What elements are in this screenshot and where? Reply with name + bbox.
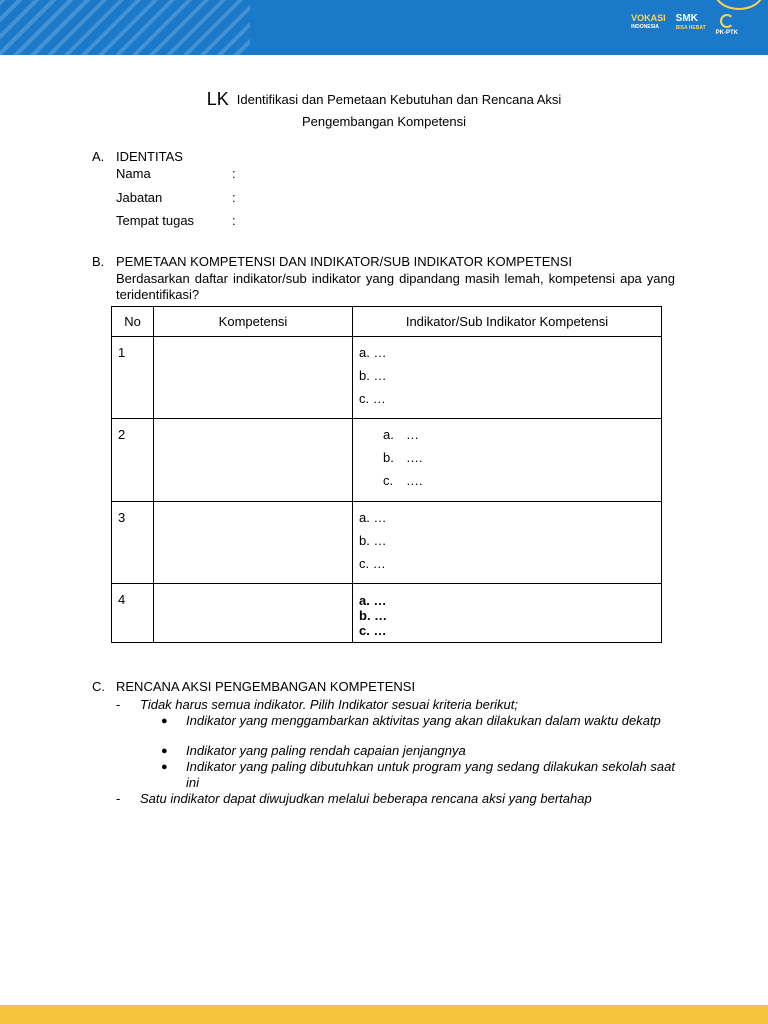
indicator-item: a. … [359,345,387,360]
pk-ptk-logo: PK-PTK [716,14,738,36]
header-indikator: Indikator/Sub Indikator Kompetensi [353,307,662,337]
table-row [112,584,662,643]
table-row [112,502,662,584]
dash-bullet: - [116,791,121,806]
indicator-cell [353,419,662,502]
criteria-item: Indikator yang paling dibutuhkan untuk program yang sedang dilakukan sekolah saat ini [186,759,675,790]
vokasi-logo: VOKASI INDONESIA [631,13,666,30]
indicator-item: c. … [359,391,386,406]
indicator-cell [353,584,662,643]
banner-arc-decoration [714,0,764,10]
indicator-item: b. … [359,608,388,623]
banner-pattern [0,0,250,55]
header-kompetensi: Kompetensi [154,307,353,337]
kompetensi-cell [154,419,353,502]
indicator-item: c. …. [383,473,423,488]
indicator-item: c. … [359,556,386,571]
field-tempat-tugas: Tempat tugas : [116,213,236,228]
indicator-item: c. … [359,623,387,638]
indicator-item: b. …. [383,450,423,465]
dot-bullet: ● [161,761,168,773]
row-number: 4 [112,584,154,643]
indicator-item: a. … [359,510,387,525]
row-number: 3 [112,502,154,584]
logo-group [631,14,738,36]
title-line1-text: Identifikasi dan Pemetaan Kebutuhan dan Rencana Aksi [236,92,562,107]
criteria-item: Indikator yang menggambarkan aktivitas yang akan dilakukan dalam waktu dekatp [186,713,661,728]
dot-bullet: ● [161,745,168,757]
document-subtitle: Pengembangan Kompetensi [301,114,467,129]
indicator-cell [353,502,662,584]
row-number: 2 [112,419,154,502]
document-title [0,89,768,110]
footer-strip [0,1005,768,1024]
section-c-heading: C. RENCANA AKSI PENGEMBANGAN KOMPETENSI [92,679,416,694]
indicator-item: a. … [383,427,419,442]
indicator-cell [353,337,662,419]
action-plan-note: Satu indikator dapat diwujudkan melalui beberapa rencana aksi yang bertahap [140,791,592,806]
section-b-heading: B. PEMETAAN KOMPETENSI DAN INDIKATOR/SUB INDIKATOR KOMPETENSI [92,254,573,269]
table-header-row [112,307,662,337]
section-b-intro: Berdasarkan daftar indikator/sub indikator yang dipandang masih lemah, kompetensi apa yang teridentifikasi? [116,271,675,302]
indicator-item: b. … [359,368,387,383]
kompetensi-cell [154,584,353,643]
title-lk: LK [206,89,229,109]
dot-bullet: ● [161,715,168,727]
competency-table [111,306,662,643]
section-a-heading: A. IDENTITAS [92,149,183,164]
indicator-item: a. … [359,593,387,608]
dash-bullet: - [116,697,121,712]
criteria-item: Indikator yang paling rendah capaian jenjangnya [186,743,466,758]
header-no: No [112,307,154,337]
table-row [112,337,662,419]
kompetensi-cell [154,337,353,419]
kompetensi-cell [154,502,353,584]
criteria-intro: Tidak harus semua indikator. Pilih Indikator sesuai kriteria berikut; [140,697,519,712]
indicator-item: b. … [359,533,387,548]
table-row [112,419,662,502]
field-nama: Nama : [116,166,236,181]
field-jabatan: Jabatan : [116,190,236,205]
row-number: 1 [112,337,154,419]
smk-logo: SMK BISA HEBAT [675,13,706,31]
header-banner [0,0,768,55]
pk-ptk-icon [720,14,734,28]
